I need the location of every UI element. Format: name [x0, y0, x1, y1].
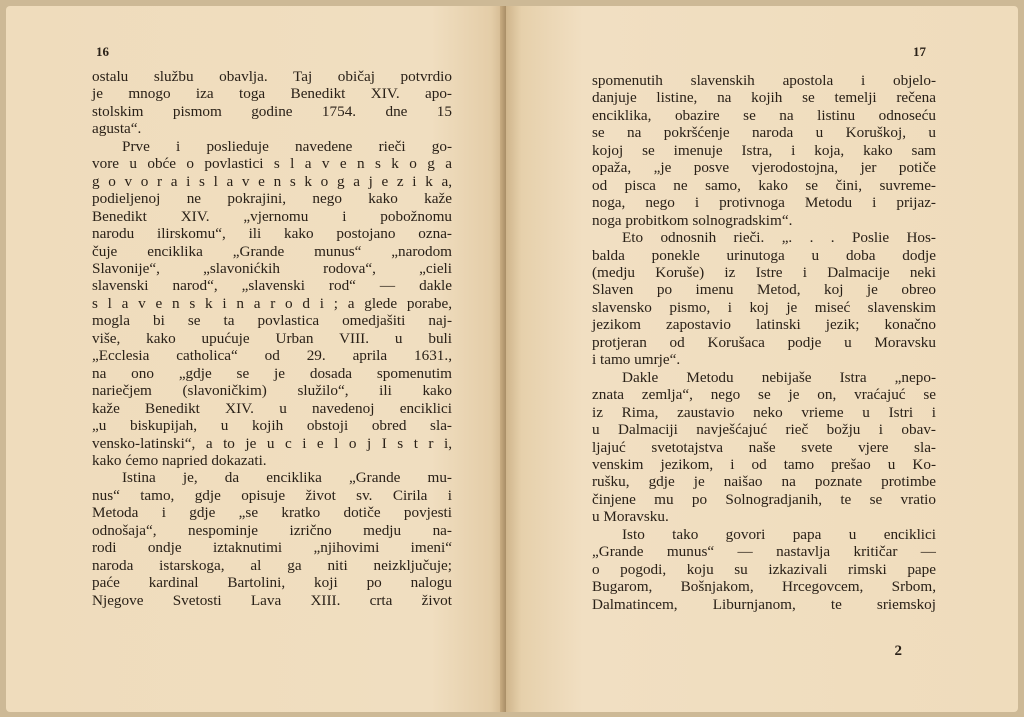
sheet-signature-number: 2 — [894, 643, 902, 659]
text-line: Bugarom, Bošnjakom, Hrcegovcem, Srbom, — [592, 578, 936, 596]
text-line: „Ecclesia catholica“ od 29. aprila 1631., — [92, 347, 452, 365]
text-line: slavensko pismo, i koj je miseć slavenskim — [592, 298, 936, 316]
text-line: balda ponekle urinutoga u doba dodje — [592, 246, 936, 264]
text-line: paće kardinal Bartolini, koji po nalogu — [92, 574, 452, 592]
text-line: u Dalmaciji navješćajuć rieč božju i obav- — [592, 421, 936, 439]
text-line: znata zemlja“, nego se je on, vraćajuć se — [592, 386, 936, 404]
text-line: vensko-latinski“, a to je u c i e l o j I s t r i, — [92, 434, 452, 452]
left-page-text — [92, 68, 452, 609]
text-line: danjuje listine, na kojih se temelji rečena — [592, 89, 936, 107]
right-page-text — [592, 72, 936, 613]
text-line: Slavonije“, „slavonićkih rodova“, „cieli — [92, 259, 452, 277]
text-line: više, kako upućuje Urban VIII. u buli — [92, 329, 452, 347]
left-page — [6, 6, 506, 712]
text-line: jezikom zapostavio latinski jezik; konačno — [592, 316, 936, 334]
text-line: Slaven po imenu Metod, koj je obreo — [592, 281, 936, 299]
text-line: kaže Benedikt XIV. u navedenoj enciklici — [92, 399, 452, 417]
text-line: ostalu službu obavlja. Taj običaj potvrdio — [92, 68, 452, 85]
text-line: kako ćemo napried dokazati. — [92, 451, 267, 469]
text-line: kojoj se imenuje Istra, i koja, kako sam — [592, 141, 936, 159]
text-line: Isto tako govori papa u enciklici — [622, 525, 936, 543]
text-line: Benedikt XIV. „vjernomu i pobožnomu — [92, 207, 452, 225]
text-line: od pisca ne samo, kako se čini, suvreme- — [592, 176, 936, 194]
text-line: ljajuć svetotajstva naše svete vjere sla- — [592, 438, 936, 456]
text-line: o pogodi, koju su izkazivali rimski pape — [592, 560, 936, 578]
text-line: činjene mu po Solnogradjanih, te se vratio — [592, 490, 936, 508]
text-line: „u biskupijah, u kojih obstoji obred sla- — [92, 417, 452, 435]
text-line: narodu ilirskomu“, ili kako postojano ozna- — [92, 225, 452, 243]
text-line: nariečjem (slavoničkim) služilo“, ili kako — [92, 382, 452, 400]
text-line: agusta“. — [92, 120, 142, 138]
text-line: Prve i poslieduje navedene rieči go- — [122, 137, 452, 155]
text-line: čuje enciklika „Grande munus“ „narodom — [92, 242, 452, 260]
text-line: opaža, „je posve vjerodostojna, jer potiče — [592, 159, 936, 177]
text-line: nus“ tamo, gdje opisuje život sv. Cirila i — [92, 486, 452, 504]
text-line: protjeran od Korušaca podje u Moravsku — [592, 333, 936, 351]
text-line: vore u obće o povlastici s l a v e n s k o g a — [92, 155, 452, 173]
text-line: „Grande munus“ — nastavlja kritičar — — [592, 543, 936, 561]
text-line: slavenski narod“, „slavenski rod“ — dakle — [92, 277, 452, 295]
text-line: naroda istarskoga, al ga niti neizključuje; — [92, 556, 452, 574]
text-line: se na pokršćenje naroda u Koruškoj, u — [592, 124, 936, 142]
right-page-number: 17 — [913, 44, 926, 59]
text-line: noga probitkom solnogradskim“. — [592, 211, 793, 229]
text-line: enciklika, obazire se na listinu odnoseću — [592, 106, 936, 124]
left-page-number: 16 — [96, 44, 109, 59]
text-line: spomenutih slavenskih apostola i objelo- — [592, 72, 936, 89]
text-line: je mnogo iza toga Benedikt XIV. apo- — [92, 85, 452, 103]
text-line: i tamo umrje“. — [592, 351, 681, 369]
text-line: Dalmatincem, Liburnjanom, te sriemskoj — [592, 595, 936, 613]
text-line: venskim jezikom, i od tamo prešao u Ko- — [592, 455, 936, 473]
text-line: Metoda i gdje „se kratko dotiče povjesti — [92, 504, 452, 522]
text-line: Eto odnosnih rieči. „. . . Poslie Hos- — [622, 229, 936, 247]
text-line: stolskim pismom godine 1754. dne 15 — [92, 102, 452, 120]
text-line: Njegove Svetosti Lava XIII. crta život — [92, 591, 452, 609]
text-line: Dakle Metodu nebijaše Istra „nepo- — [622, 368, 936, 386]
text-line: iz Rima, zaustavio neko vrieme u Istri i — [592, 403, 936, 421]
text-line: mogla bi se ta povlastica omedjašiti naj- — [92, 312, 452, 330]
text-line: s l a v e n s k i n a r o d i ; a glede porabe, — [92, 294, 452, 312]
text-line: rušku, gdje je naišao na poznate protimbe — [592, 473, 936, 491]
text-line: rodi ondje iztaknutimi „njihovimi imeni“ — [92, 539, 452, 557]
right-page — [506, 6, 1018, 712]
text-line: podieljenoj ne pokrajini, nego kako kaže — [92, 190, 452, 208]
text-line: u Moravsku. — [592, 508, 669, 526]
text-line: g o v o r a i s l a v e n s k o g a j e z i k a, — [92, 172, 452, 190]
text-line: na ono „gdje se je dosada spomenutim — [92, 364, 452, 382]
text-line: Istina je, da enciklika „Grande mu- — [122, 469, 452, 487]
text-line: odnošaja“, nespominje izrično medju na- — [92, 521, 452, 539]
text-line: (medju Koruše) iz Istre i Dalmacije neki — [592, 263, 936, 281]
text-line: noga, nego i protivnoga Metodu i prijaz- — [592, 194, 936, 212]
